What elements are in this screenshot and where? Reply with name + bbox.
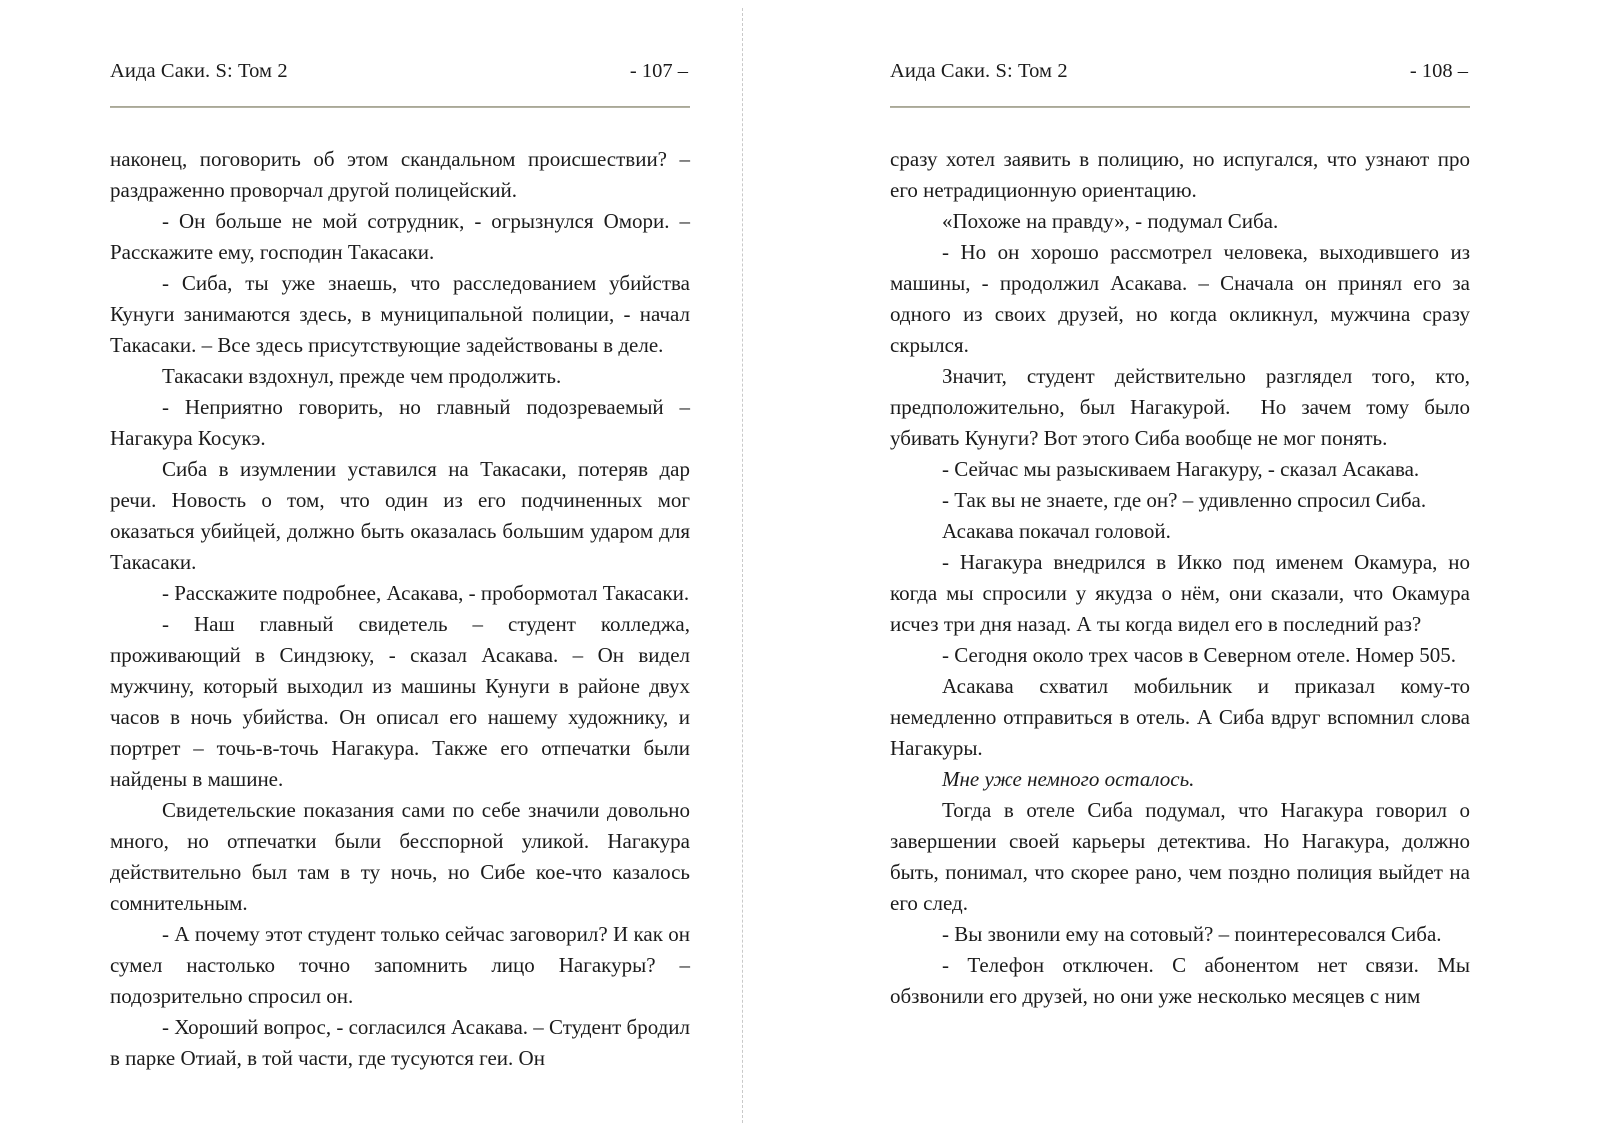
paragraph: наконец, поговорить об этом скандальном происшествии? – раздраженно проворчал другой полицейский. [110,147,696,202]
paragraph: Значит, студент действительно разглядел того, кто, предположительно, был Нагакурой. Но зачем тому было убивать Кунуги? Вот этого Сиба вообще не мог понять. [890,364,1476,450]
paragraph: - Нагакура внедрился в Икко под именем Окамура, но когда мы спросили у якудза о нём, они сказали, что Окамура исчез три дня назад. А ты когда видел его в последний раз? [890,550,1476,636]
paragraph: - Сейчас мы разыскиваем Нагакуру, - сказал Асакава. [942,457,1420,481]
page-gutter-divider [742,8,743,1123]
page-right [890,0,1476,1131]
paragraph: - Расскажите подробнее, Асакава, - пробормотал Такасаки. [162,581,690,605]
page-body-right [890,144,1476,1012]
paragraph: сразу хотел заявить в полицию, но испугался, что узнают про его нетрадиционную ориентацию. [890,147,1476,202]
page-body-left [110,144,696,1074]
paragraph-italic: Мне уже немного осталось. [942,767,1195,791]
page-number-right: - 108 – [1409,60,1468,82]
paragraph: Тогда в отеле Сиба подумал, что Нагакура говорил о завершении своей карьеры детектива. Но Нагакура, должно быть, понимал, что скорее рано, чем поздно полиция выйдет на его след. [890,798,1476,915]
running-header-right [890,60,1470,104]
paragraph: - Сегодня около трех часов в Северном отеле. Номер 505. [942,643,1456,667]
page-number-left: - 107 – [629,60,688,82]
paragraph: - Наш главный свидетель – студент колледжа, проживающий в Синдзюку, - сказал Асакава. – Он видел мужчину, который выходил из машины Кунуги в районе двух часов в ночь убийства. Он описал его нашему художнику, и портрет – точь-в-точь Нагакура. Также его отпечатки были найдены в машине. [110,612,696,791]
header-rule-left [110,106,690,108]
paragraph: Асакава схватил мобильник и приказал кому-то немедленно отправиться в отель. А Сиба вдруг вспомнил слова Нагакуры. [890,674,1476,760]
page-left [110,0,696,1131]
header-rule-right [890,106,1470,108]
paragraph: - Вы звонили ему на сотовый? – поинтересовался Сиба. [942,922,1442,946]
paragraph: - Неприятно говорить, но главный подозреваемый – Нагакура Косукэ. [110,395,696,450]
paragraph: Асакава покачал головой. [942,519,1171,543]
paragraph: - Телефон отключен. С абонентом нет связи. Мы обзвонили его друзей, но они уже несколько месяцев с ним [890,953,1476,1008]
paragraph: - А почему этот студент только сейчас заговорил? И как он сумел настолько точно запомнить лицо Нагакуры? – подозрительно спросил он. [110,922,696,1008]
paragraph: - Но он хорошо рассмотрел человека, выходившего из машины, - продолжил Асакава. – Сначала он принял его за одного из своих друзей, но когда окликнул, мужчина сразу скрылся. [890,240,1476,357]
paragraph: «Похоже на правду», - подумал Сиба. [942,209,1279,233]
running-title-right: Аида Саки. S: Том 2 [890,60,1068,82]
paragraph: - Он больше не мой сотрудник, - огрызнулся Омори. – Расскажите ему, господин Такасаки. [110,209,696,264]
paragraph: Свидетельские показания сами по себе значили довольно много, но отпечатки были бесспорной уликой. Нагакура действительно был там в ту ночь, но Сибе кое-что казалось сомнительным. [110,798,696,915]
paragraph: - Так вы не знаете, где он? – удивленно спросил Сиба. [942,488,1427,512]
paragraph: Такасаки вздохнул, прежде чем продолжить. [162,364,562,388]
paragraph: - Сиба, ты уже знаешь, что расследованием убийства Кунуги занимаются здесь, в муниципальной полиции, - начал Такасаки. – Все здесь присутствующие задействованы в деле. [110,271,696,357]
paragraph: Сиба в изумлении уставился на Такасаки, потеряв дар речи. Новость о том, что один из его подчиненных мог оказаться убийцей, должно быть оказалась большим ударом для Такасаки. [110,457,696,574]
running-header-left [110,60,690,104]
paragraph: - Хороший вопрос, - согласился Асакава. – Студент бродил в парке Отиай, в той части, где тусуются геи. Он [110,1015,696,1070]
running-title-left: Аида Саки. S: Том 2 [110,60,288,82]
